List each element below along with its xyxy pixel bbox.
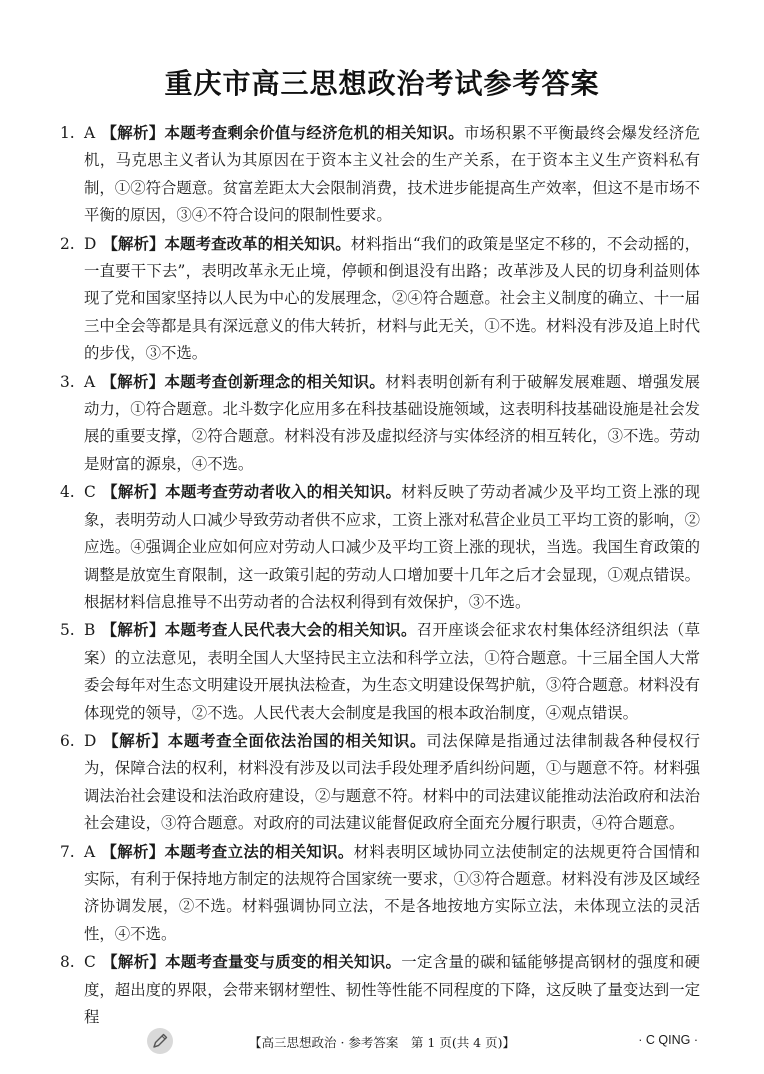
- answer-item-4: [60, 479, 700, 616]
- answer-letter: D: [84, 731, 97, 750]
- answer-text: 召开座谈会征求农村集体经济组织法（草案）的立法意见，表明全国人大坚持民主立法和科学立法，①符合题意。十三届全国人大常委会每年对生态文明建设开展执法检查，为生态文明建设保驾护航，③符合题意。材料没有体现党的领导，②不选。人民代表大会制度是我国的根本政治制度，④观点错误。: [84, 621, 700, 722]
- answer-text: 司法保障是指通过法律制裁各种侵权行为，保障合法的权利，材料没有涉及以司法手段处理矛盾纠纷问题，①与题意不符。材料强调法治社会建设和法治政府建设，②与题意不符。材料中的司法建议能推动法治政府和法治社会建设，③符合题意。对政府的司法建议能督促政府全面充分履行职责，④符合题意。: [84, 731, 700, 833]
- answer-letter: D: [84, 234, 97, 253]
- answer-item-8: [60, 949, 700, 1031]
- answer-item-6: [60, 728, 700, 838]
- footer-page-info: 【高三思想政治 · 参考答案 第 1 页(共 4 页)】: [249, 1035, 515, 1050]
- answer-text: 材料指出“我们的政策是坚定不移的，不会动摇的，一直要干下去”，表明改革永无止境，停顿和倒退没有出路；改革涉及人民的切身利益则体现了党和国家坚持以人民为中心的发展理念，②④符合题意。社会主义制度的确立、十一届三中全会等都是具有深远意义的伟大转折，材料与此无关，①不选。材料没有涉及追上时代的步伐，③不选。: [84, 234, 700, 363]
- answer-letter: C: [84, 483, 96, 502]
- page-footer: [0, 1028, 764, 1056]
- answer-letter: A: [84, 124, 96, 142]
- answer-tag: 【解析】本题考查人民代表大会的相关知识。: [101, 621, 417, 640]
- answer-letter: B: [84, 621, 96, 640]
- answer-letter: C: [84, 953, 96, 972]
- answer-number: 4.: [60, 483, 75, 502]
- answer-text: 材料表明创新有利于破解发展难题、增强发展动力，①符合题意。北斗数字化应用多在科技基础设施领域，这表明科技基础设施是社会发展的重要支撑，②符合题意。材料没有涉及虚拟经济与实体经济的相互转化，③不选。劳动是财富的源泉，④不选。: [84, 372, 700, 473]
- answer-text: 市场积累不平衡最终会爆发经济危机，马克思主义者认为其原因在于资本主义社会的生产关系，在于资本主义生产资料私有制，①②符合题意。贫富差距太大会限制消费，技术进步能提高生产效率，但这不是市场不平衡的原因，③④不符合设问的限制性要求。: [84, 124, 700, 225]
- answer-number: 2.: [60, 234, 75, 253]
- answer-number: 6.: [60, 731, 75, 750]
- answer-text: 材料表明区域协同立法使制定的法规更符合国情和实际，有利于保持地方制定的法规符合国家统一要求，①③符合题意。材料没有涉及区域经济协调发展，②不选。材料强调协同立法，不是各地按地方实际立法，未体现立法的灵活性，④不选。: [84, 842, 700, 943]
- answer-number: 7.: [60, 842, 75, 861]
- answer-item-5: [60, 617, 700, 727]
- answer-tag: 【解析】本题考查改革的相关知识。: [102, 234, 351, 253]
- answer-item-3: [60, 369, 700, 479]
- answer-tag: 【解析】本题考查劳动者收入的相关知识。: [101, 483, 402, 502]
- answer-tag: 【解析】本题考查立法的相关知识。: [101, 842, 354, 861]
- answer-tag: 【解析】本题考查剩余价值与经济危机的相关知识。: [101, 124, 464, 142]
- answer-text: 材料反映了劳动者减少及平均工资上涨的现象，表明劳动人口减少导致劳动者供不应求，工资上涨对私营企业员工平均工资的影响，②应选。④强调企业应如何应对劳动人口减少及平均工资上涨的现状，当选。我国生育政策的调整是放宽生育限制，这一政策引起的劳动人口增加要十几年之后才会显现，①观点错误。根据材料信息推导不出劳动者的合法权利得到有效保护，③不选。: [84, 483, 700, 611]
- answer-list: [60, 120, 700, 1032]
- answer-tag: 【解析】本题考查量变与质变的相关知识。: [101, 953, 402, 972]
- answer-tag: 【解析】本题考查全面依法治国的相关知识。: [102, 731, 427, 750]
- answer-number: 8.: [60, 953, 75, 972]
- footer-brand: · C QING ·: [638, 1033, 698, 1047]
- answer-number: 1.: [60, 124, 75, 142]
- answer-item-2: [60, 231, 700, 368]
- answer-letter: A: [84, 372, 96, 391]
- page-title: 重庆市高三思想政治考试参考答案: [164, 67, 600, 100]
- answer-tag: 【解析】本题考查创新理念的相关知识。: [101, 372, 386, 391]
- answer-item-1: [60, 120, 700, 230]
- answer-number: 5.: [60, 621, 75, 640]
- answer-item-7: [60, 839, 700, 949]
- answer-number: 3.: [60, 372, 75, 391]
- answer-text: 一定含量的碳和锰能够提高钢材的强度和硬度，超出度的界限，会带来钢材塑性、韧性等性能不同程度的下降，这反映了量变达到一定程: [84, 953, 700, 1026]
- answer-letter: A: [84, 842, 96, 861]
